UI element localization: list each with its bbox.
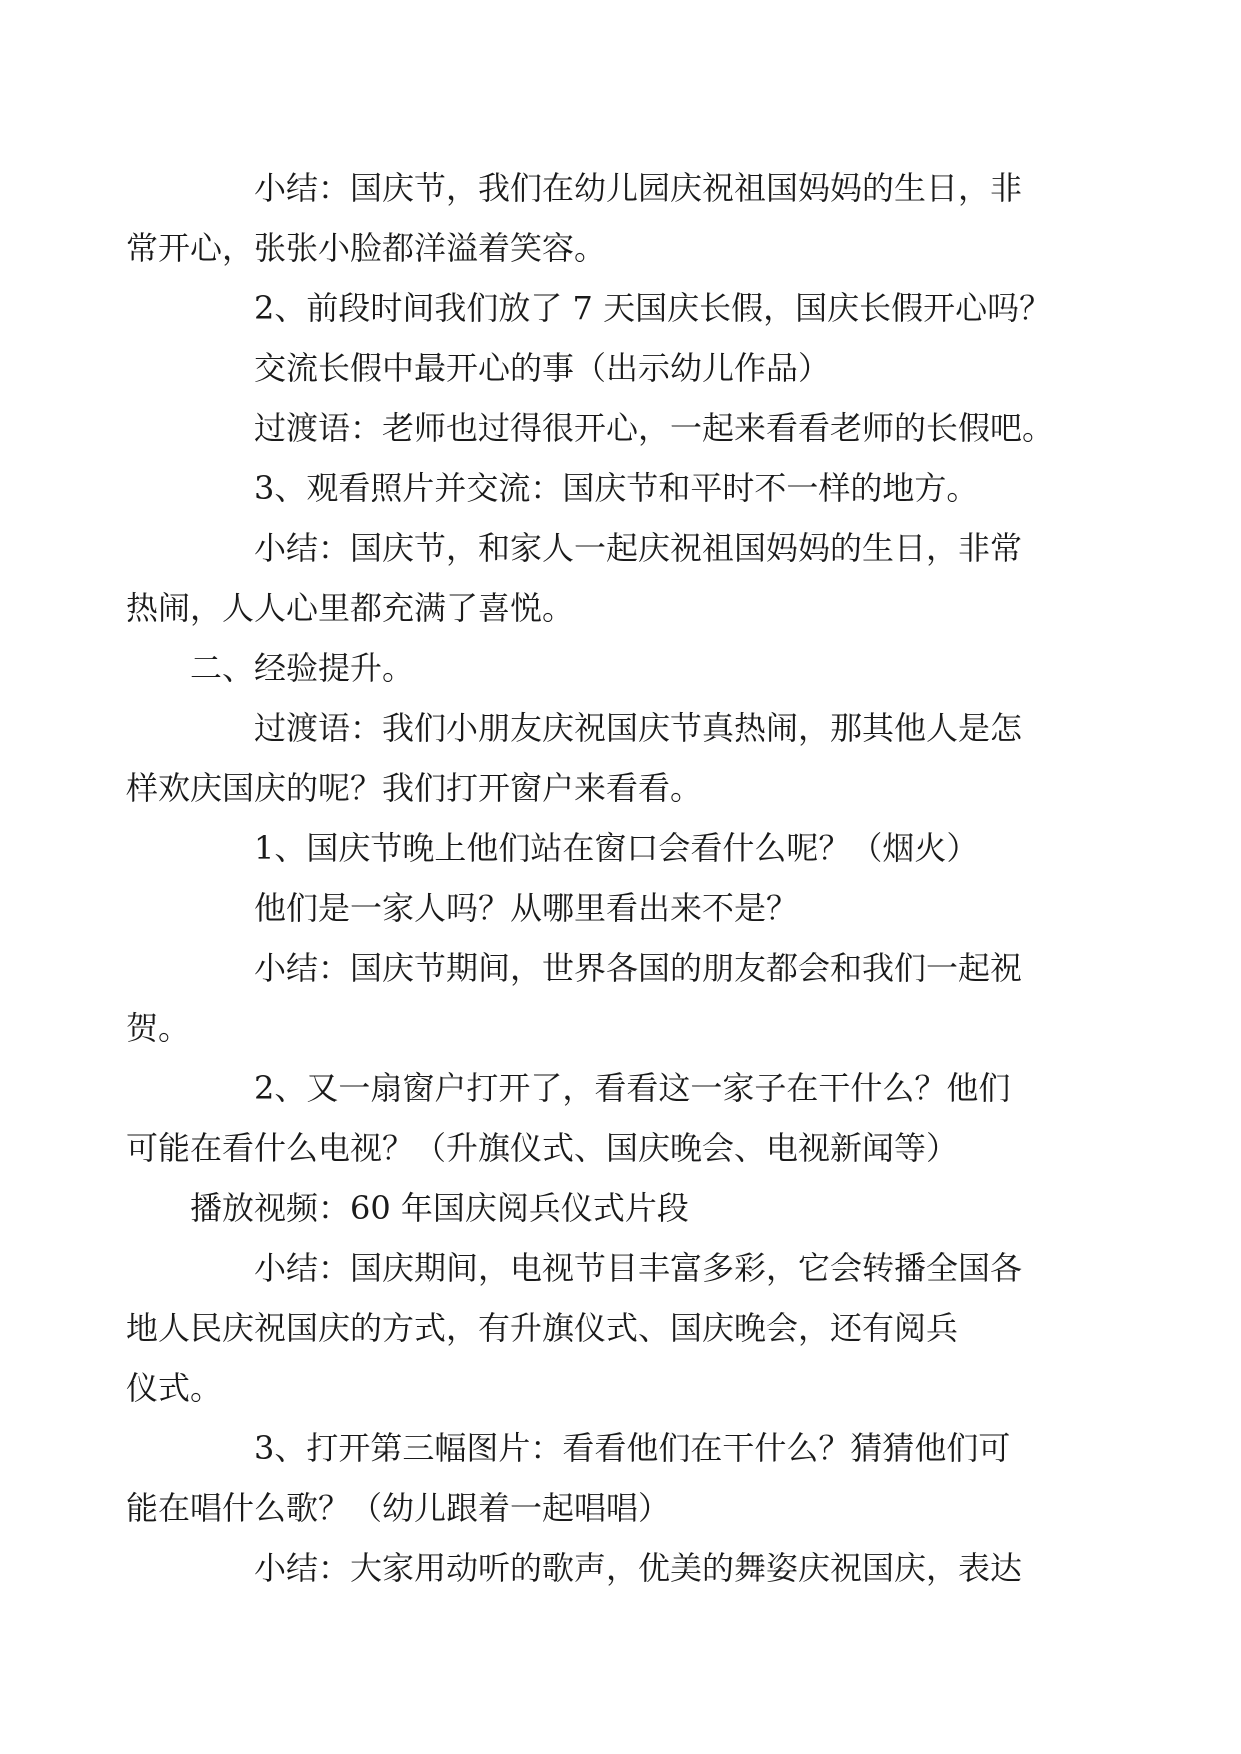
paragraph-item-3-photos <box>190 458 1070 518</box>
text-line: 样欢庆国庆的呢？我们打开窗户来看看。 <box>126 769 703 807</box>
paragraph-share-happy <box>190 338 1070 398</box>
text-line: 2、又一扇窗户打开了，看看这一家子在干什么？他们 <box>254 1069 1011 1107</box>
paragraph-item-2-holiday <box>190 278 1070 338</box>
paragraph-summary-tv <box>126 1238 1070 1418</box>
text-line: 仪式。 <box>126 1369 223 1407</box>
paragraph-item-2-window <box>126 1058 1070 1178</box>
paragraph-summary-song-dance <box>190 1538 1070 1598</box>
text-line: 播放视频：60 年国庆阅兵仪式片段 <box>190 1189 689 1227</box>
text-line: 可能在看什么电视？（升旗仪式、国庆晚会、电视新闻等） <box>126 1129 959 1167</box>
text-line: 3、打开第三幅图片：看看他们在干什么？猜猜他们可 <box>254 1429 1011 1467</box>
paragraph-transition-others <box>126 698 1070 818</box>
text-line: 过渡语：老师也过得很开心，一起来看看老师的长假吧。 <box>254 409 1055 447</box>
text-line: 小结：国庆节，和家人一起庆祝祖国妈妈的生日，非常 <box>254 529 1023 567</box>
text-line: 小结：国庆节，我们在幼儿园庆祝祖国妈妈的生日，非 <box>254 169 1023 207</box>
text-line: 交流长假中最开心的事（出示幼儿作品） <box>254 349 831 387</box>
text-line: 能在唱什么歌？（幼儿跟着一起唱唱） <box>126 1489 671 1527</box>
paragraph-summary-kindergarten <box>126 158 1070 278</box>
text-line: 2、前段时间我们放了 7 天国庆长假，国庆长假开心吗？ <box>254 289 1052 327</box>
paragraph-summary-family <box>126 518 1070 638</box>
section-heading-experience <box>190 638 1070 698</box>
paragraph-play-video <box>190 1178 1070 1238</box>
document-body <box>126 158 1070 1598</box>
text-line: 二、经验提升。 <box>190 649 415 687</box>
text-line: 小结：国庆节期间，世界各国的朋友都会和我们一起祝 <box>254 949 1023 987</box>
text-line: 热闹，人人心里都充满了喜悦。 <box>126 589 575 627</box>
text-line: 地人民庆祝国庆的方式，有升旗仪式、国庆晚会，还有阅兵 <box>126 1309 959 1347</box>
text-line: 贺。 <box>126 1009 191 1047</box>
text-line: 常开心，张张小脸都洋溢着笑容。 <box>126 229 607 267</box>
text-line: 过渡语：我们小朋友庆祝国庆节真热闹，那其他人是怎 <box>254 709 1023 747</box>
text-line: 他们是一家人吗？从哪里看出来不是？ <box>254 889 799 927</box>
paragraph-family-question <box>190 878 1070 938</box>
text-line: 3、观看照片并交流：国庆节和平时不一样的地方。 <box>254 469 979 507</box>
paragraph-item-3-singing <box>126 1418 1070 1538</box>
text-line: 小结：国庆期间，电视节目丰富多彩，它会转播全国各 <box>254 1249 1023 1287</box>
text-line: 小结：大家用动听的歌声，优美的舞姿庆祝国庆，表达 <box>254 1549 1023 1587</box>
paragraph-summary-world <box>126 938 1070 1058</box>
paragraph-transition-teacher <box>190 398 1070 458</box>
paragraph-item-1-fireworks <box>190 818 1070 878</box>
text-line: 1、国庆节晚上他们站在窗口会看什么呢？（烟火） <box>254 829 979 867</box>
